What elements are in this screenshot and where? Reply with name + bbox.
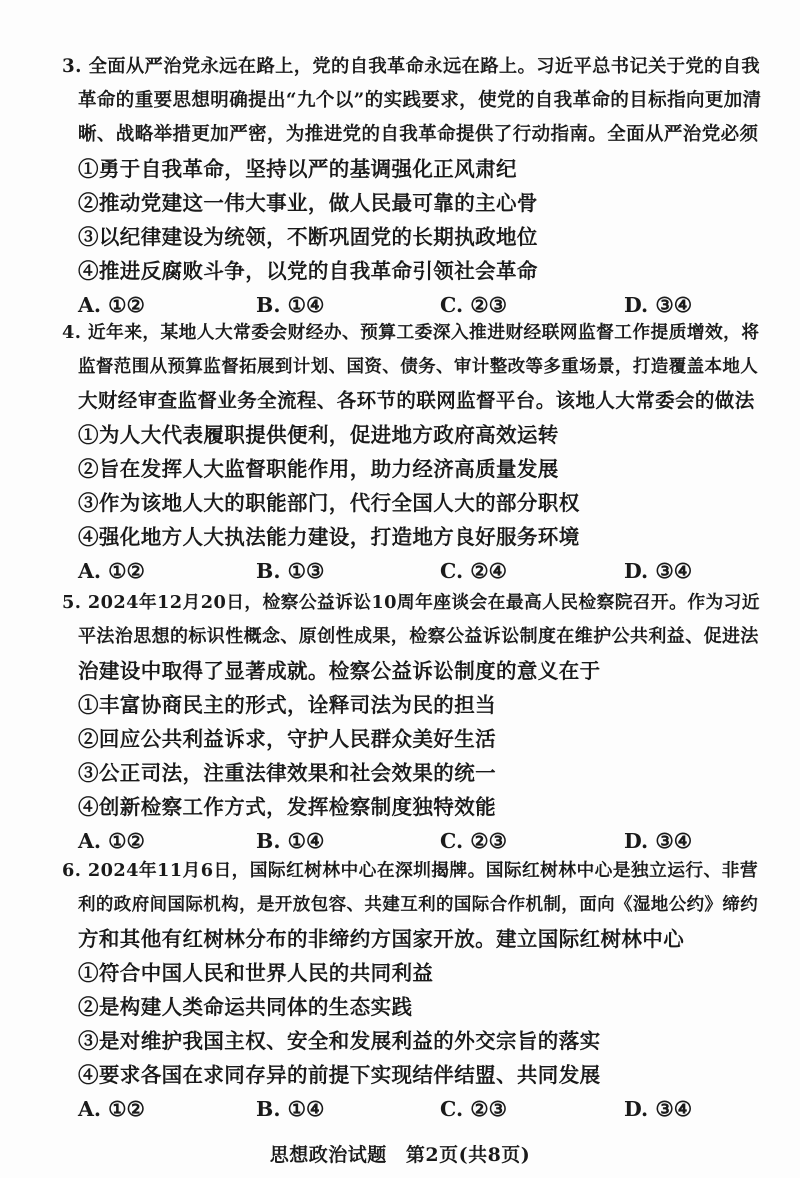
statement-item: ①为人大代表履职提供便利，促进地方政府高效运转 [78, 423, 559, 447]
option-d: D. ③④ [624, 1097, 693, 1121]
question-stem-line: 平法治思想的标识性概念、原创性成果，检察公益诉讼制度在维护公共利益、促进法 [78, 626, 759, 647]
question-stem-line: 革命的重要思想明确提出“九个以”的实践要求，使党的自我革命的目标指向更加清 [78, 90, 762, 111]
statement-item: ②推动党建这一伟大事业，做人民最可靠的主心骨 [78, 191, 538, 215]
question-stem-line: 治建设中取得了显著成就。检察公益诉讼制度的意义在于 [78, 659, 601, 683]
question-stem-line: 6. 2024年11月6日，国际红树林中心在深圳揭牌。国际红树林中心是独立运行、非营 [62, 860, 758, 881]
option-b: B. ①④ [256, 293, 325, 317]
statement-item: ③是对维护我国主权、安全和发展利益的外交宗旨的落实 [78, 1029, 601, 1053]
statement-item: ②是构建人类命运共同体的生态实践 [78, 995, 413, 1019]
option-a: A. ①② [78, 293, 145, 317]
option-a: A. ①② [78, 1097, 145, 1121]
option-c: C. ②③ [440, 1097, 507, 1121]
statement-item: ②旨在发挥人大监督职能作用，助力经济高质量发展 [78, 457, 559, 481]
question-stem-line: 5. 2024年12月20日，检察公益诉讼10周年座谈会在最高人民检察院召开。作为习近 [62, 592, 760, 613]
question-stem-line: 方和其他有红树林分布的非缔约方国家开放。建立国际红树林中心 [78, 927, 685, 951]
statement-item: ④要求各国在求同存异的前提下实现结伴结盟、共同发展 [78, 1063, 601, 1087]
option-b: B. ①④ [256, 1097, 325, 1121]
statement-item: ①丰富协商民主的形式，诠释司法为民的担当 [78, 693, 496, 717]
option-a: A. ①② [78, 829, 145, 853]
question-stem-line: 监督范围从预算监督拓展到计划、国资、债务、审计整改等多重场景，打造覆盖本地人 [78, 357, 759, 377]
option-d: D. ③④ [624, 293, 693, 317]
statement-item: ④推进反腐败斗争，以党的自我革命引领社会革命 [78, 259, 538, 283]
option-c: C. ②③ [440, 293, 507, 317]
option-c: C. ②④ [440, 559, 507, 583]
question-stem-line: 晰、战略举措更加严密，为推进党的自我革命提供了行动指南。全面从严治党必须 [78, 124, 759, 145]
statement-item: ①符合中国人民和世界人民的共同利益 [78, 961, 434, 985]
footer-subject: 思想政治试题 [269, 1144, 387, 1166]
page-footer [0, 1140, 800, 1167]
option-d: D. ③④ [624, 829, 693, 853]
statement-item: ④强化地方人大执法能力建设，打造地方良好服务环境 [78, 525, 580, 549]
option-d: D. ③④ [624, 559, 693, 583]
statement-item: ③作为该地人大的职能部门，代行全国人大的部分职权 [78, 491, 580, 515]
question-stem-line: 3. 全面从严治党永远在路上，党的自我革命永远在路上。习近平总书记关于党的自我 [62, 56, 761, 77]
statement-item: ②回应公共利益诉求，守护人民群众美好生活 [78, 727, 496, 751]
footer-page-number: 第2页(共8页) [405, 1144, 531, 1166]
question-stem-line: 利的政府间国际机构，是开放包容、共建互利的国际合作机制，面向《湿地公约》缔约 [78, 895, 759, 915]
option-b: B. ①④ [256, 829, 325, 853]
question-stem-line: 大财经审查监督业务全流程、各环节的联网监督平台。该地人大常委会的做法 [78, 389, 755, 412]
question-stem-line: 4. 近年来，某地人大常委会财经办、预算工委深入推进财经联网监督工作提质增效，将 [62, 322, 760, 343]
statement-item: ③以纪律建设为统领，不断巩固党的长期执政地位 [78, 225, 538, 249]
option-a: A. ①② [78, 559, 145, 583]
statement-item: ①勇于自我革命，坚持以严的基调强化正风肃纪 [78, 157, 517, 181]
statement-item: ④创新检察工作方式，发挥检察制度独特效能 [78, 795, 496, 819]
option-b: B. ①③ [256, 559, 325, 583]
option-c: C. ②③ [440, 829, 507, 853]
statement-item: ③公正司法，注重法律效果和社会效果的统一 [78, 761, 496, 785]
